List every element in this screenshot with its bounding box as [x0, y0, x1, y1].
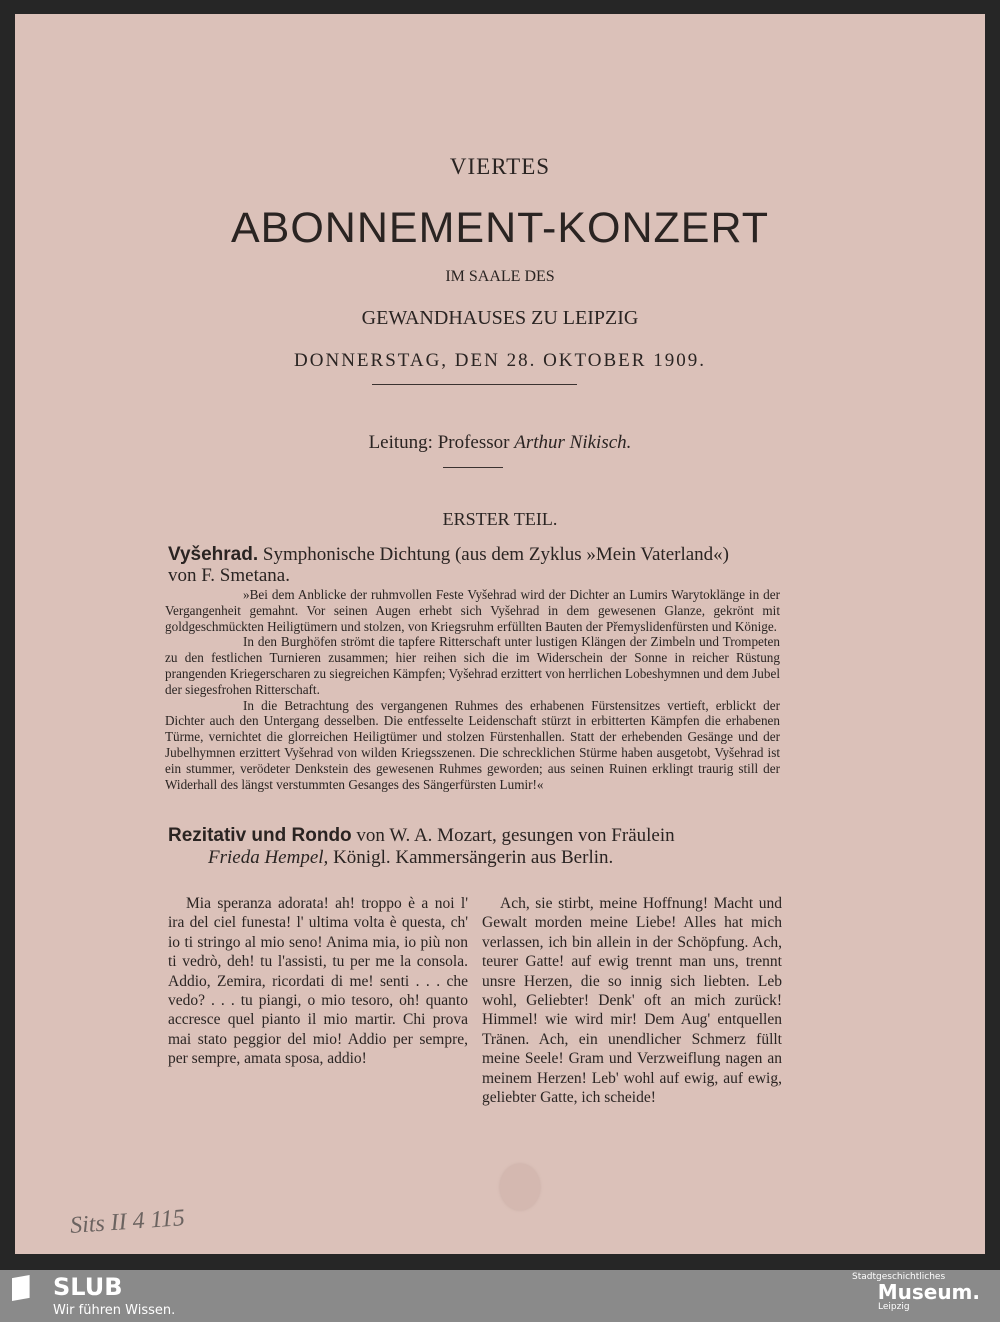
museum-logo	[830, 1272, 980, 1312]
handwritten-shelfmark: Sits II 4 115	[69, 1205, 186, 1239]
museum-name: Museum.	[877, 1280, 980, 1304]
part-heading: ERSTER TEIL.	[442, 509, 558, 529]
concert-date: DONNERSTAG, DEN 28. OKTOBER 1909.	[294, 350, 706, 371]
divider	[372, 384, 577, 385]
note-paragraph: In die Betrachtung des vergangenen Ruhmes des erhabenen Fürstensitzes vertieft, erblickt der Dichter auch den Untergang desselben. Die entfesselte Leidenschaft stürzt in erbitterten Kämpfen die erhabenen Türme, vernichtet die glorreichen Heiligtümer und stolzen Fürstenhallen. Statt der erhebenden Gesänge und der Jubelhymnen erzittert Vyšehrad von wilden Kriegsszenen. Die schrecklichen Stürme haben ausgetobt, Vyšehrad ist ein stummer, verödeter Denkstein des gewesenen Ruhmes geworden; aus seinen Ruinen erklingt traurig still der Widerhall des längst verstummten Gesanges des Sängerfürsten Lumir!«	[165, 697, 780, 792]
piece1-desc: Symphonische Dichtung (aus dem Zyklus »Mein Vaterland«)	[262, 544, 730, 565]
piece2-heading	[168, 825, 781, 869]
program-note	[165, 587, 780, 792]
piece1-heading	[168, 544, 729, 586]
museum-top: Stadtgeschichtliches	[852, 1272, 946, 1282]
piece2-title: Rezitativ und Rondo	[168, 825, 352, 846]
note-paragraph: »Bei dem Anblicke der ruhmvollen Feste Vyšehrad wird der Dichter an Lumirs Warytoklänge in der Vergangenheit gemahnt. Vor seinen Augen erhebt sich Vyšehrad in dem gewesenen Glanze, gekrönt mit goldgeschmückten Heiligtümern und stolzen, von Kriegsruhm erfüllten Bauten der Přemyslidenfürsten und Könige.	[165, 587, 780, 634]
embossed-stamp	[500, 1164, 540, 1210]
museum-city: Leipzig	[878, 1302, 910, 1312]
conductor	[15, 432, 985, 454]
slub-brand: SLUB	[53, 1273, 123, 1301]
document-page	[15, 14, 985, 1254]
heading-saal: IM SAALE DES	[445, 268, 555, 285]
heading-venue: GEWANDHAUSES ZU LEIPZIG	[361, 307, 639, 329]
singer-desc: Königl. Kammersängerin aus Berlin.	[333, 847, 614, 868]
slub-slogan: Wir führen Wissen.	[53, 1303, 176, 1318]
piece1-composer: von F. Smetana.	[168, 565, 290, 586]
singer-name: Frieda Hempel,	[208, 847, 329, 868]
conductor-label: Leitung: Professor	[368, 432, 510, 453]
footer-bar	[0, 1270, 1000, 1322]
lyrics-italian: Mia speranza adorata! ah! troppo è a noi l' ira del ciel funesta! l' ultima volta è questa, ch' io ti stringo al mio seno! Anima mia, io più non ti vedrò, deh! tu l'assisti, tu per me la consola. Addio, Zemira, ricordati di me! senti . . . che vedo? . . . tu piangi, o mio tesoro, oh! quanto accresce quel pianto il mio martir. Chi prova mai stato peggior del mio! Addio per sempre, per sempre, amata sposa, addio!	[168, 895, 468, 1068]
conductor-name: Arthur Nikisch.	[514, 432, 632, 453]
note-paragraph: In den Burghöfen strömt die tapfere Ritterschaft unter lustigen Klängen der Zimbeln und Trompeten zu den festlichen Turnieren zusammen; hier reihen sich die im Widerschein der Sonne in reicher Rüstung prangenden Kriegerscharen zu siegreichen Kämpfen; Vyšehrad erzittert von herrlichen Lobeshymnen und dem Jubel der siegesfrohen Ritterschaft.	[165, 634, 780, 697]
page-title: ABONNEMENT-KONZERT	[230, 204, 770, 252]
lyrics-german: Ach, sie stirbt, meine Hoffnung! Macht und Gewalt morden meine Liebe! Alles hat mich verlassen, ich bin allein in der Schöpfung. Ach, teurer Gatte! auf ewig trennt man uns, trennt unsre Herzen, die so innig sich liebten. Leb wohl, Geliebter! Denk' oft an mich zurück! Himmel! wie wird mir! Dem Aug' entquellen Tränen. Ach, ein unendlicher Schmerz füllt meine Seele! Gram und Verzweiflung nagen an meinem Herzen! Leb' wohl auf ewig, auf ewig, geliebter Gatte, ich scheide!	[482, 895, 782, 1107]
piece2-composer: von W. A. Mozart, gesungen von Fräulein	[356, 825, 675, 846]
piece1-title: Vyšehrad.	[168, 544, 259, 565]
slub-logo-icon	[12, 1275, 34, 1301]
short-divider	[443, 467, 503, 468]
heading-viertes: VIERTES	[449, 154, 551, 179]
